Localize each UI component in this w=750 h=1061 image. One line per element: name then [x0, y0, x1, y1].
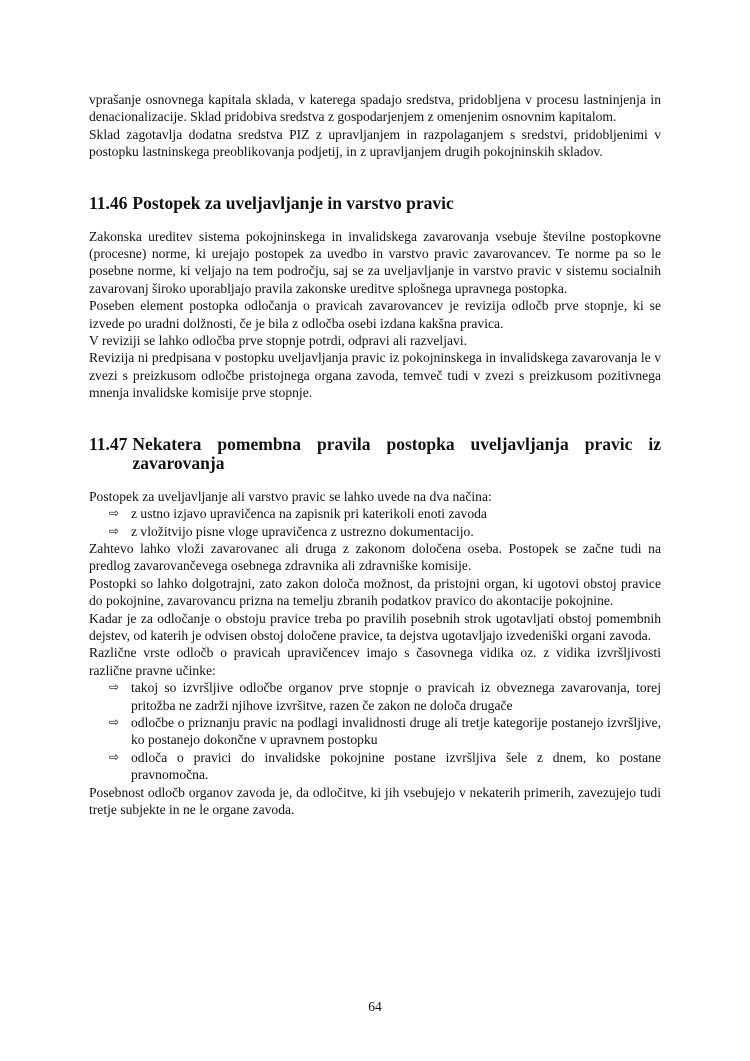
list-item-text: z ustno izjavo upravičenca na zapisnik pri katerikoli enoti zavoda [131, 506, 487, 522]
paragraph: vprašanje osnovnega kapitala sklada, v katerega spadajo sredstva, pridobljena v procesu lastninjenja in denacionalizacije. Sklad pridobiva sredstva z gospodarjenjem z omenjenim osnovnim kapitalom. [89, 92, 661, 125]
arrow-bullet-icon: ⇨ [109, 714, 120, 729]
list-item [109, 523, 661, 540]
arrow-bullet-icon: ⇨ [109, 506, 120, 521]
paragraph: Posebnost odločb organov zavoda je, da odločitve, ki jih vsebujejo v nekaterih primerih, zavezujejo tudi tretje subjekte in ne le organe zavoda. [89, 784, 661, 817]
paragraph: Poseben element postopka odločanja o pravicah zavarovancev je revizija odločb prve stopnje, ki se izvede po uradni dolžnosti, če je bila z odločba osebi izdana kakšna pravica. [89, 298, 661, 331]
document-page [89, 91, 661, 818]
arrow-bullet-icon: ⇨ [109, 680, 120, 695]
list-item [109, 714, 661, 749]
list-item-text: takoj so izvršljive odločbe organov prve stopnje o pravicah iz obveznega zavarovanja, torej pritožba ne zadrži njihove izvršitve, razen če zakon ne določa drugače [131, 680, 661, 713]
paragraph: Postopki so lahko dolgotrajni, zato zakon določa možnost, da pristojni organ, ki ugotovi obstoj pravice do pokojnine, zavarovancu prizna na temelju zbranih podatkov pravico do akontacije pokojnine. [89, 575, 661, 609]
bullet-list [89, 505, 661, 540]
list-item [109, 749, 661, 784]
list-item [109, 505, 661, 522]
list-item [109, 679, 661, 714]
paragraph: Zakonska ureditev sistema pokojninskega in invalidskega zavarovanja vsebuje številne postopkovne (procesne) norme, ki urejajo postopek za uvedbo in varstvo pravic zavarovancev. Te norme pa so le posebne norme, ki veljajo na tem področju, saj se za uveljavljanje in varstvo pravic v sistemu socialnih zavarovanj široko uporabljajo pravila zakonske ureditve splošnega upravnega postopka. [89, 228, 661, 296]
section-title: Nekatera pomembna pravila postopka uveljavljanja pravic iz zavarovanja [132, 433, 661, 473]
paragraph: Kadar je za odločanje o obstoju pravice treba po pravilih posebnih strok ugotavljati obstoj pomembnih dejstev, od katerih je odvisen obstoj določene pravice, ta dejstva ugotavljajo izvedeniški organi zavoda. [89, 610, 661, 643]
section-title: Postopek za uveljavljanje in varstvo pravic [132, 192, 454, 213]
arrow-bullet-icon: ⇨ [109, 523, 120, 538]
paragraph: Postopek za uveljavljanje ali varstvo pravic se lahko uvede na dva načina: [89, 488, 492, 504]
paragraph: V reviziji se lahko odločba prve stopnje potrdi, odpravi ali razveljavi. [89, 333, 467, 349]
section-number: 11.46 [89, 192, 128, 213]
section-number: 11.47 [89, 433, 128, 454]
list-item-text: z vložitvijo pisne vloge upravičenca z ustrezno dokumentacijo. [131, 523, 474, 539]
paragraph: Zahtevo lahko vloži zavarovanec ali druga z zakonom določena oseba. Postopek se začne tudi na predlog zavarovančevega osebnega zdravnika ali zdravniške komisije. [89, 540, 661, 574]
list-item-text: odloča o pravici do invalidske pokojnine postane izvršljiva šele z dnem, ko postane pravnomočna. [131, 749, 661, 783]
arrow-bullet-icon: ⇨ [109, 749, 120, 764]
paragraph: Sklad zagotavlja dodatna sredstva PIZ z upravljanjem in razpolaganjem s sredstvi, pridobljenimi v postopku lastninskega preoblikovanja podjetij, in z upravljanjem drugih pokojninskih skladov. [89, 126, 661, 160]
section-heading-11-46 [89, 194, 661, 213]
paragraph: Različne vrste odločb o pravicah upravičencev imajo s časovnega vidika oz. z vidika izvršljivosti različne pravne učinke: [89, 645, 661, 678]
bullet-list [89, 679, 661, 783]
paragraph: Revizija ni predpisana v postopku uveljavljanja pravic iz pokojninskega in invalidskega zavarovanja le v zvezi s preizkusom odločbe pristojnega organa zavoda, temveč tudi v zvezi s preizkusom pozitivnega mnenja invalidske komisije prve stopnje. [89, 350, 661, 401]
list-item-text: odločbe o priznanju pravic na podlagi invalidnosti druge ali tretje kategorije postanejo izvršljive, ko postanejo dokončne v upravnem postopku [131, 714, 661, 748]
section-heading-11-47 [89, 435, 661, 473]
page-number: 64 [368, 999, 382, 1014]
